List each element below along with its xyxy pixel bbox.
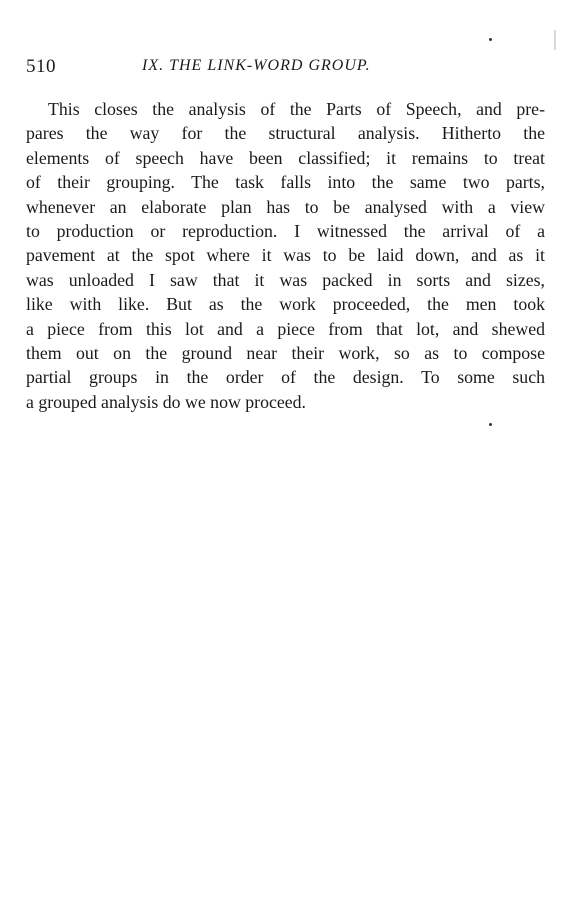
page-number: 510: [26, 56, 56, 77]
text-line: elements of speech have been classified; it remains to treat: [26, 147, 545, 168]
text-line: a grouped analysis do we now proceed.: [26, 391, 306, 412]
text-line: pavement at the spot where it was to be laid down, and as it: [26, 245, 545, 266]
body-paragraph: [26, 97, 545, 414]
text-line: partial groups in the order of the design. To some such: [26, 367, 545, 388]
ink-speck: [489, 38, 492, 41]
text-line: them out on the ground near their work, so as to compose: [26, 342, 545, 363]
text-line: to production or reproduction. I witnessed the arrival of a: [26, 220, 545, 241]
running-head: IX. THE LINK-WORD GROUP.: [142, 57, 371, 74]
text-line: of their grouping. The task falls into the same two parts,: [26, 172, 545, 193]
text-line: like with like. But as the work proceeded, the men took: [26, 294, 545, 315]
page-header: [26, 56, 546, 82]
text-line: a piece from this lot and a piece from that lot, and shewed: [26, 318, 545, 339]
text-line: was unloaded I saw that it was packed in sorts and sizes,: [26, 269, 545, 290]
text-line: whenever an elaborate plan has to be analysed with a view: [26, 196, 545, 217]
text-line: This closes the analysis of the Parts of Speech, and pre-: [48, 99, 545, 119]
text-line: pares the way for the structural analysis. Hitherto the: [26, 123, 545, 144]
ink-speck: [489, 423, 492, 426]
page-edge-mark: [554, 30, 556, 50]
